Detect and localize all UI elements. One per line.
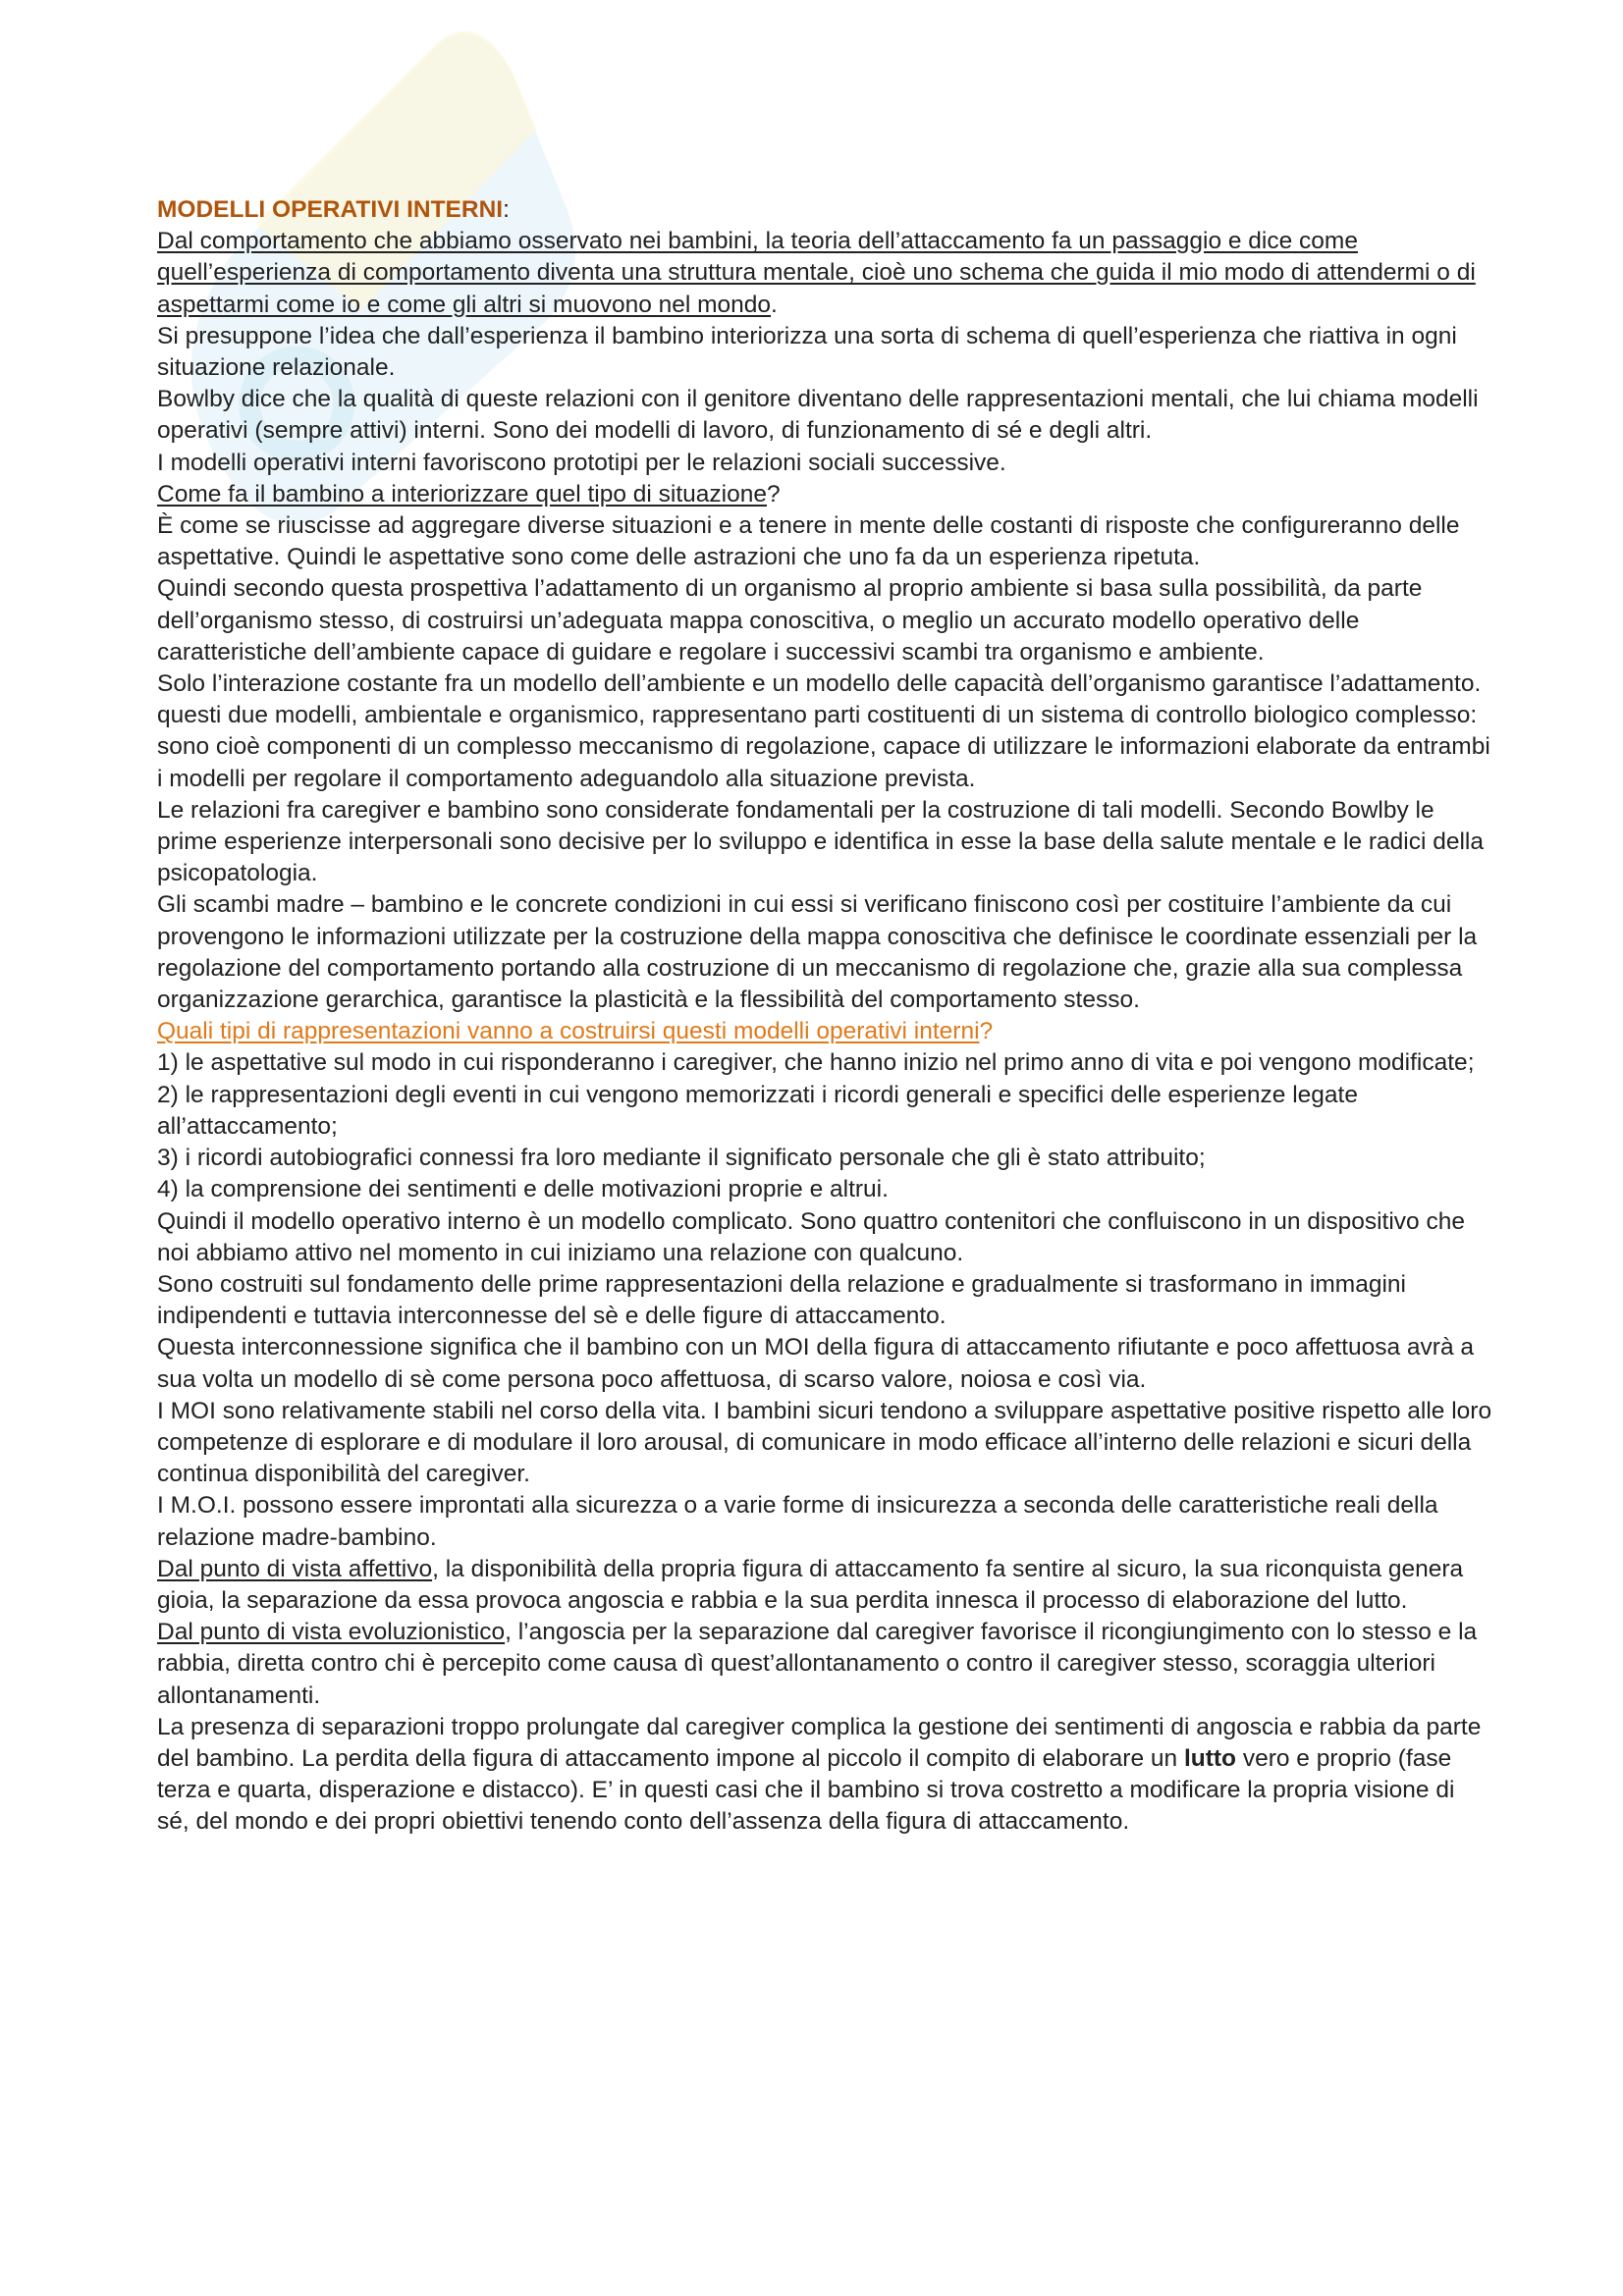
paragraph-19-underlined: Dal punto di vista evoluzionistico — [157, 1619, 506, 1646]
question-2 — [157, 1016, 1492, 1047]
paragraph-18-tail: , la disponibilità della propria figura di attaccamento fa sentire al sicuro, la sua riconquista genera gioia, la separazione da essa provoca angoscia e rabbia e la sua perdita innesca il processo di elaborazione del lutto. — [157, 1555, 1464, 1614]
paragraph-17: I M.O.I. possono essere improntati alla sicurezza o a varie forme di insicurezza a seconda delle caratteristiche reali della relazione madre-bambino. — [157, 1492, 1438, 1551]
section-heading — [157, 194, 1492, 226]
paragraph-6: È come se riuscisse ad aggregare diverse situazioni e a tenere in mente delle costanti di risposte che configureranno delle aspettative. Quindi le aspettative sono come delle astrazioni che uno fa da un esperienza ripetuta. — [157, 512, 1460, 571]
document-body — [157, 194, 1492, 1839]
list-item: 3) i ricordi autobiografici connessi fra loro mediante il significato personale che gli è stato attribuito; — [157, 1145, 1206, 1172]
list-item: 4) la comprensione dei sentimenti e delle motivazioni proprie e altrui. — [157, 1176, 889, 1203]
paragraph-2: Si presuppone l’idea che dall’esperienza il bambino interiorizza una sorta di schema di quell’esperienza che riattiva in ogni situazione relazionale. — [157, 322, 1457, 382]
list-item: 2) le rappresentazioni degli eventi in cui vengono memorizzati i ricordi generali e specifici delle esperienze legate all’attaccamento; — [157, 1081, 1358, 1140]
paragraph-20-pre: La presenza di separazioni troppo prolungate dal caregiver complica la gestione dei sentimenti di angoscia e rabbia da parte del bambino. La perdita della figura di attaccamento impone al piccolo il compito di elaborare un — [157, 1713, 1482, 1772]
paragraph-19-tail: , l’angoscia per la separazione dal caregiver favorisce il ricongiungimento con lo stesso e la rabbia, diretta contro chi è percepito come causa dì quest’allontanamento o contro il caregiver stesso, scoraggia ulteriori allontanamenti. — [157, 1619, 1478, 1709]
paragraph-1-tail: . — [771, 291, 778, 318]
paragraph-7: Quindi secondo questa prospettiva l’adattamento di un organismo al proprio ambiente si basa sulla possibilità, da parte dell’organismo stesso, di costruirsi un’adeguata mappa conoscitiva, o meglio un accurato modello operativo delle caratteristiche dell’ambiente capace di guidare e regolare i successivi scambi tra organismo e ambiente. — [157, 575, 1423, 666]
paragraph-1-underlined: Dal comportamento che abbiamo osservato nei bambini, la teoria dell’attaccamento fa un passaggio e dice come quell’esperienza di comportamento diventa una struttura mentale, cioè uno schema che guida il mio modo di attendermi o di aspettarmi come io e come gli altri si muovono nel mondo — [157, 228, 1476, 318]
paragraph-18 — [157, 1554, 1492, 1617]
paragraph-19 — [157, 1617, 1492, 1712]
paragraph-20-bold: lutto — [1183, 1744, 1237, 1772]
paragraph-4: I modelli operativi interni favoriscono prototipi per le relazioni sociali successive. — [157, 449, 1006, 476]
question-1 — [157, 479, 1492, 510]
question-1-tail: ? — [767, 480, 781, 507]
paragraph-20-post: vero e proprio (fase terza e quarta, disperazione e distacco). E’ in questi casi che il bambino si trova costretto a modificare la propria visione di sé, del mondo e dei propri obiettivi tenendo conto dell’assenza della figura di attaccamento. — [157, 1744, 1455, 1836]
paragraph-11: Gli scambi madre – bambino e le concrete condizioni in cui essi si verificano finiscono così per costituire l’ambiente da cui provengono le informazioni utilizzate per la costruzione della mappa conoscitiva che definisce le coordinate essenziali per la regolazione del comportamento portando alla costruzione di un meccanismo di regolazione che, grazie alla sua complessa organizzazione gerarchica, garantisce la plasticità e la flessibilità del comportamento stesso. — [157, 891, 1478, 1014]
question-1-underlined: Come fa il bambino a interiorizzare quel tipo di situazione — [157, 480, 767, 507]
paragraph-13: Quindi il modello operativo interno è un modello complicato. Sono quattro contenitori che confluiscono in un dispositivo che noi abbiamo attivo nel momento in cui iniziamo una relazione con qualcuno. — [157, 1207, 1465, 1266]
paragraph-18-underlined: Dal punto di vista affettivo — [157, 1555, 433, 1582]
paragraph-10: Le relazioni fra caregiver e bambino sono considerate fondamentali per la costruzione di tali modelli. Secondo Bowlby le prime esperienze interpersonali sono decisive per lo sviluppo e identifica in esse la base della salute mentale e le radici della psicopatologia. — [157, 796, 1484, 887]
paragraph-15: Questa interconnessione significa che il bambino con un MOI della figura di attaccamento rifiutante e poco affettuosa avrà a sua volta un modello di sè come persona poco affettuosa, di scarso valore, noiosa e così via. — [157, 1334, 1475, 1393]
heading-title: MODELLI OPERATIVI INTERNI — [157, 196, 504, 223]
paragraph-16: I MOI sono relativamente stabili nel corso della vita. I bambini sicuri tendono a sviluppare aspettative positive rispetto alle loro competenze di esplorare e di modulare il loro arousal, di comunicare in modo efficace all’interno delle relazioni e sicuri della continua disponibilità del caregiver. — [157, 1397, 1492, 1488]
list-item: 1) le aspettative sul modo in cui risponderanno i caregiver, che hanno inizio nel primo anno di vita e poi vengono modificate; — [157, 1049, 1475, 1077]
heading-colon: : — [503, 196, 510, 223]
paragraph-14: Sono costruiti sul fondamento delle prime rappresentazioni della relazione e gradualmente si trasformano in immagini indipendenti e tuttavia interconnesse del sè e delle figure di attaccamento. — [157, 1270, 1406, 1330]
paragraph-9: questi due modelli, ambientale e organismico, rappresentano parti costituenti di un sistema di controllo biologico complesso: sono cioè componenti di un complesso meccanismo di regolazione, capace di utilizzare le informazioni elaborate da entrambi i modelli per regolare il comportamento adeguandolo alla situazione prevista. — [157, 702, 1490, 792]
question-2-underlined: Quali tipi di rappresentazioni vanno a costruirsi questi modelli operativi interni — [157, 1018, 980, 1045]
paragraph-1 — [157, 226, 1492, 321]
paragraph-3: Bowlby dice che la qualità di queste relazioni con il genitore diventano delle rappresentazioni mentali, che lui chiama modelli operativi (sempre attivi) interni. Sono dei modelli di lavoro, di funzionamento di sé e degli altri. — [157, 386, 1479, 445]
paragraph-20 — [157, 1712, 1492, 1839]
question-2-tail: ? — [979, 1018, 994, 1045]
paragraph-8: Solo l’interazione costante fra un modello dell’ambiente e un modello delle capacità dell’organismo garantisce l’adattamento. — [157, 670, 1482, 698]
